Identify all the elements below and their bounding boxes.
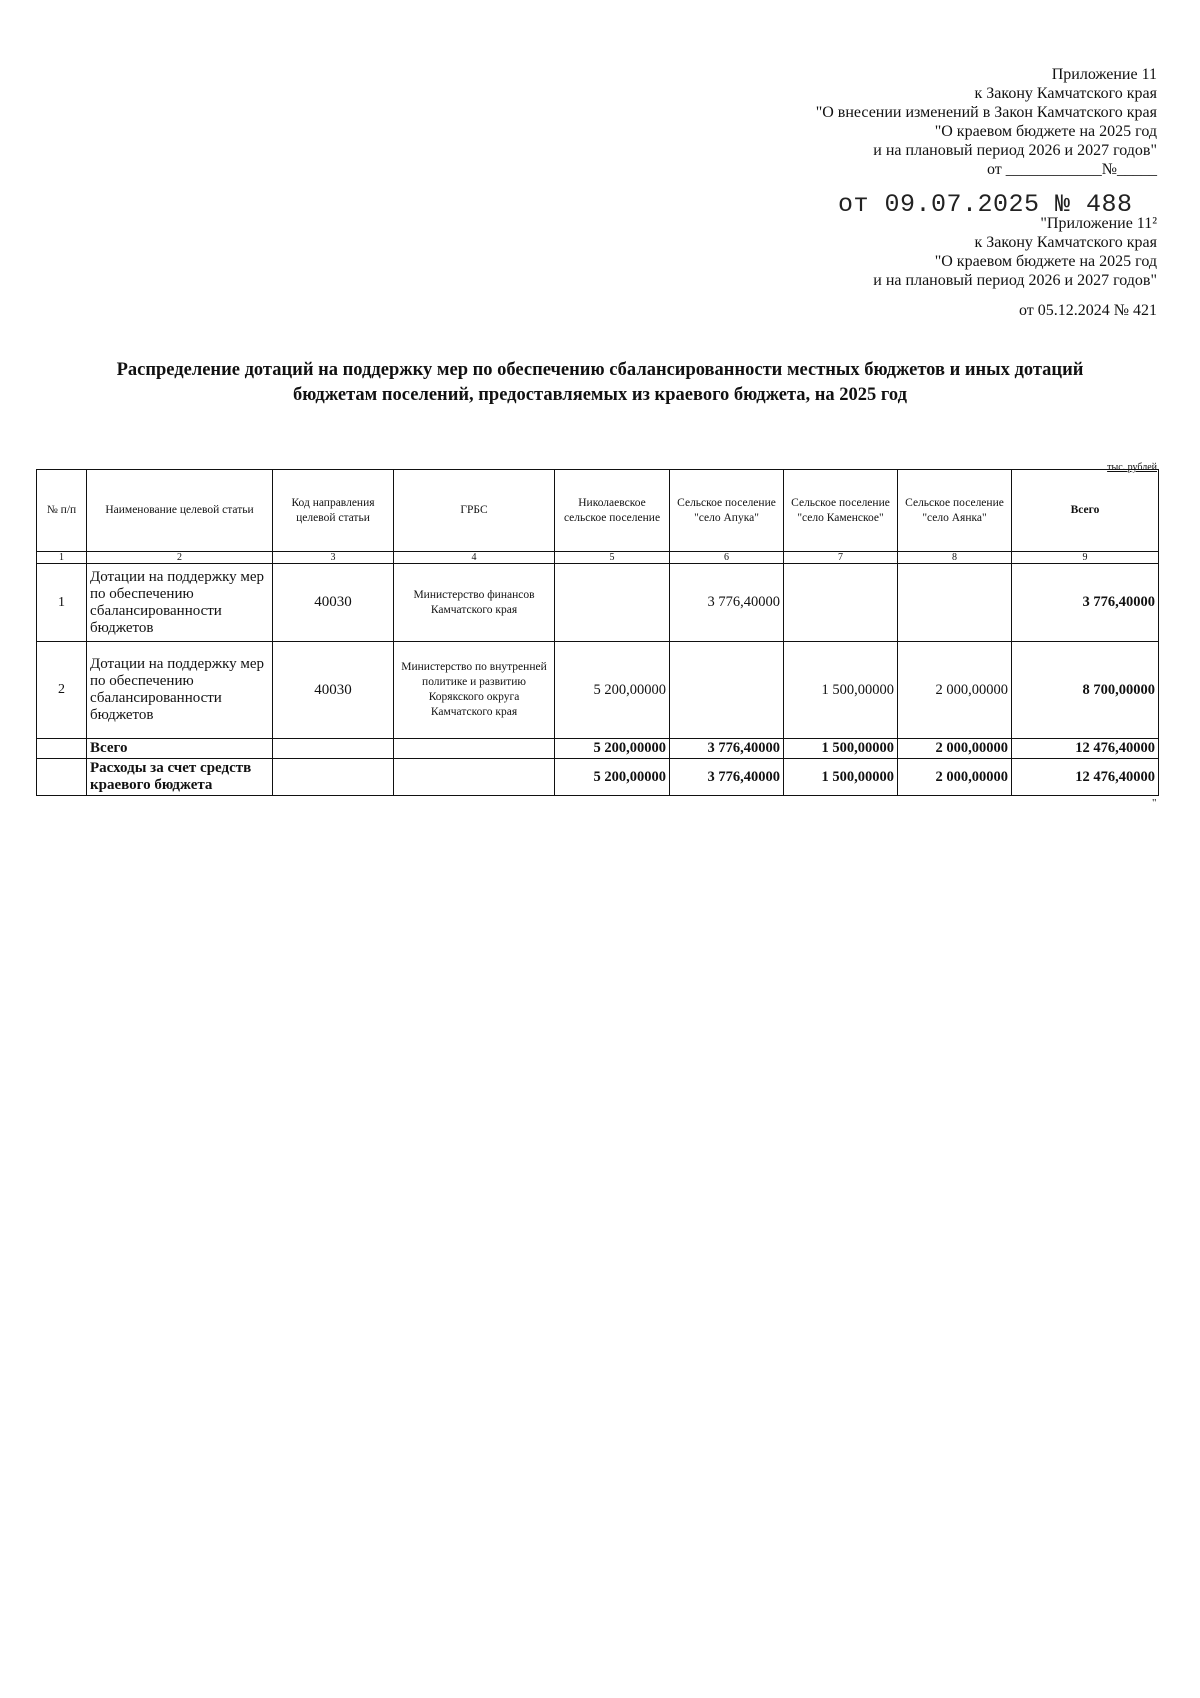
column-number: 5 — [555, 552, 670, 564]
value-nikolaevskoe: 5 200,00000 — [555, 642, 670, 739]
empty-cell — [394, 739, 555, 759]
total-nikolaevskoe: 5 200,00000 — [555, 739, 670, 759]
regional-budget-row — [37, 759, 1159, 796]
value-nikolaevskoe — [555, 564, 670, 642]
header-line: "Приложение 11² — [1040, 215, 1157, 232]
row-number: 1 — [37, 564, 87, 642]
column-number-row — [37, 552, 1159, 564]
title-line: бюджетам поселений, предоставляемых из краевого бюджета, на 2025 год — [293, 385, 907, 405]
header-line: и на плановый период 2026 и 2027 годов" — [873, 272, 1157, 289]
table-row — [37, 642, 1159, 739]
column-number: 8 — [898, 552, 1012, 564]
header-cell: ГРБС — [394, 470, 555, 552]
column-number: 1 — [37, 552, 87, 564]
value-total: 3 776,40000 — [1012, 564, 1159, 642]
header-cell: Сельское поселение "село Апука" — [670, 470, 784, 552]
value-kamenskoe — [784, 564, 898, 642]
total-row — [37, 739, 1159, 759]
column-number: 7 — [784, 552, 898, 564]
value-ayanka: 2 000,00000 — [898, 642, 1012, 739]
empty-cell — [37, 739, 87, 759]
header-blank-date-line: от ____________№_____ — [986, 161, 1157, 178]
total-apuka: 3 776,40000 — [670, 739, 784, 759]
header-line: к Закону Камчатского края — [974, 234, 1157, 251]
value-total: 8 700,00000 — [1012, 642, 1159, 739]
header-cell: Код направления целевой статьи — [273, 470, 394, 552]
empty-cell — [273, 739, 394, 759]
value-kamenskoe: 1 500,00000 — [784, 642, 898, 739]
row-number: 2 — [37, 642, 87, 739]
row-code: 40030 — [273, 564, 394, 642]
document-title — [40, 358, 1160, 408]
header-line: Приложение 11 — [1051, 66, 1157, 83]
original-law-date: от 05.12.2024 № 421 — [1018, 302, 1157, 319]
original-appendix-header — [873, 214, 1157, 290]
header-cell: Сельское поселение "село Аянка" — [898, 470, 1012, 552]
regional-nikolaevskoe: 5 200,00000 — [555, 759, 670, 796]
column-number: 9 — [1012, 552, 1159, 564]
value-apuka: 3 776,40000 — [670, 564, 784, 642]
column-number: 4 — [394, 552, 555, 564]
header-cell: Наименование целевой статьи — [87, 470, 273, 552]
empty-cell — [37, 759, 87, 796]
header-line: "О краевом бюджете на 2025 год — [934, 253, 1157, 270]
table-row — [37, 564, 1159, 642]
header-line: "О краевом бюджете на 2025 год — [934, 123, 1157, 140]
total-kamenskoe: 1 500,00000 — [784, 739, 898, 759]
title-line: Распределение дотаций на поддержку мер по обеспечению сбалансированности местных бюджетов и иных дотаций — [116, 360, 1084, 380]
row-code: 40030 — [273, 642, 394, 739]
header-line: к Закону Камчатского края — [974, 85, 1157, 102]
header-cell: Всего — [1012, 470, 1159, 552]
regional-apuka: 3 776,40000 — [670, 759, 784, 796]
appendix-header — [816, 65, 1157, 179]
grand-total: 12 476,40000 — [1012, 739, 1159, 759]
header-cell: Сельское поселение "село Каменское" — [784, 470, 898, 552]
table-header-row — [37, 470, 1159, 552]
value-ayanka — [898, 564, 1012, 642]
column-number: 3 — [273, 552, 394, 564]
header-line: "О внесении изменений в Закон Камчатского края — [815, 104, 1157, 121]
row-name: Дотации на поддержку мер по обеспечению сбалансированности бюджетов — [87, 564, 273, 642]
closing-quote: " — [1152, 797, 1157, 809]
column-number: 2 — [87, 552, 273, 564]
subsidies-table — [36, 469, 1159, 796]
date-stamp: от 09.07.2025 № 488 — [838, 190, 1133, 219]
value-apuka — [670, 642, 784, 739]
header-cell: № п/п — [37, 470, 87, 552]
regional-ayanka: 2 000,00000 — [898, 759, 1012, 796]
row-grbs: Министерство по внутренней политике и развитию Корякского округа Камчатского края — [394, 642, 555, 739]
regional-total: 12 476,40000 — [1012, 759, 1159, 796]
row-grbs: Министерство финансов Камчатского края — [394, 564, 555, 642]
total-label: Всего — [87, 739, 273, 759]
empty-cell — [394, 759, 555, 796]
header-line: и на плановый период 2026 и 2027 годов" — [873, 142, 1157, 159]
column-number: 6 — [670, 552, 784, 564]
units-label: тыс. рублей — [1107, 462, 1157, 473]
total-ayanka: 2 000,00000 — [898, 739, 1012, 759]
regional-label: Расходы за счет средств краевого бюджета — [87, 759, 273, 796]
regional-kamenskoe: 1 500,00000 — [784, 759, 898, 796]
row-name: Дотации на поддержку мер по обеспечению сбалансированности бюджетов — [87, 642, 273, 739]
empty-cell — [273, 759, 394, 796]
header-cell: Николаевское сельское поселение — [555, 470, 670, 552]
